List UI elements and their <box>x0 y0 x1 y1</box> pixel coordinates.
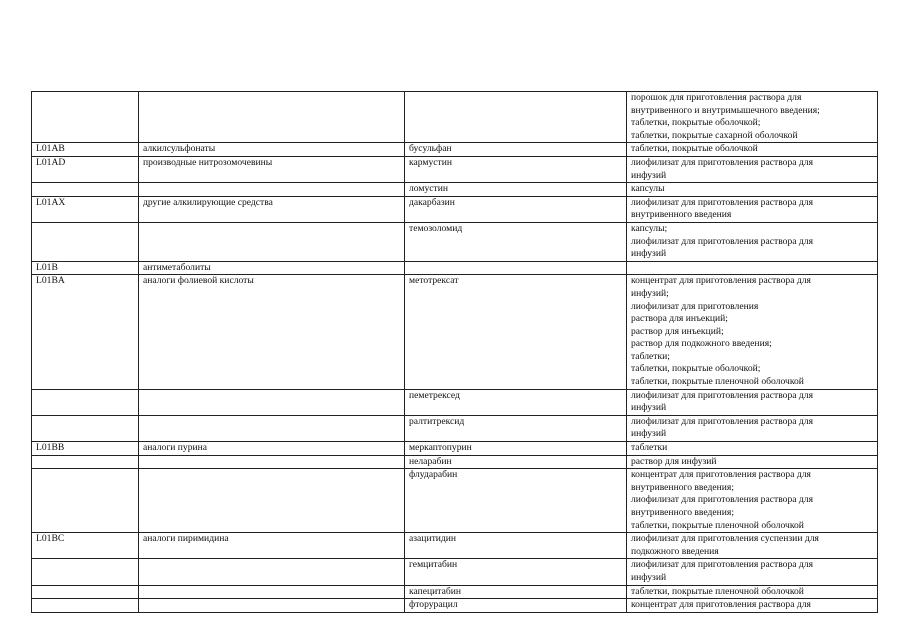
dosage-form-cell: раствор для инфузий <box>627 455 878 469</box>
pharmacological-group-cell: аналоги пиримидина <box>139 533 405 559</box>
dosage-form-cell: лиофилизат для приготовления раствора для внутривенного введения <box>627 196 878 222</box>
atc-code-cell <box>32 599 139 613</box>
pharmacological-group-cell <box>139 599 405 613</box>
dosage-form-cell: таблетки, покрытые оболочкой <box>627 143 878 157</box>
dosage-form-cell: капсулы; лиофилизат для приготовления раствора для инфузий <box>627 222 878 261</box>
dosage-form-cell: порошок для приготовления раствора для внутривенного и внутримышечного введения; таблетки, покрытые оболочкой; таблетки, покрытые сахарной оболочкой <box>627 92 878 143</box>
dosage-form-cell: лиофилизат для приготовления раствора для инфузий <box>627 559 878 585</box>
dosage-form-cell: лиофилизат для приготовления раствора для инфузий <box>627 156 878 182</box>
drug-name-cell: ломустин <box>405 183 627 197</box>
atc-code-cell <box>32 183 139 197</box>
drug-name-cell: гемцитабин <box>405 559 627 585</box>
drug-name-cell: неларабин <box>405 455 627 469</box>
atc-code-cell <box>32 415 139 441</box>
pharmacological-group-cell <box>139 585 405 599</box>
pharmacological-group-cell <box>139 92 405 143</box>
dosage-form-cell: таблетки <box>627 442 878 456</box>
table-row <box>32 585 878 599</box>
dosage-form-cell <box>627 261 878 275</box>
pharmacological-group-cell: производные нитрозомочевины <box>139 156 405 182</box>
atc-code-cell: L01AD <box>32 156 139 182</box>
drug-name-cell: ралтитрексид <box>405 415 627 441</box>
atc-code-cell <box>32 222 139 261</box>
dosage-form-cell: концентрат для приготовления раствора для инфузий; лиофилизат для приготовления раствора для инъекций; раствор для инъекций; раствор для подкожного введения; таблетки; таблетки, покрытые оболочкой; таблетки, покрытые пленочной оболочкой <box>627 275 878 389</box>
table-row <box>32 442 878 456</box>
dosage-form-cell: таблетки, покрытые пленочной оболочкой <box>627 585 878 599</box>
pharmacological-group-cell: аналоги фолиевой кислоты <box>139 275 405 389</box>
table-row <box>32 143 878 157</box>
pharmacological-group-cell <box>139 222 405 261</box>
pharmacological-group-cell: другие алкилирующие средства <box>139 196 405 222</box>
atc-code-cell <box>32 585 139 599</box>
drug-name-cell: кармустин <box>405 156 627 182</box>
drug-name-cell: фторурацил <box>405 599 627 613</box>
drug-name-cell: меркаптопурин <box>405 442 627 456</box>
atc-code-cell: L01B <box>32 261 139 275</box>
atc-code-cell <box>32 455 139 469</box>
table-row <box>32 156 878 182</box>
pharmacological-group-cell: алкилсульфонаты <box>139 143 405 157</box>
table-row <box>32 92 878 143</box>
table-row <box>32 275 878 389</box>
drug-name-cell: азацитидин <box>405 533 627 559</box>
table-row <box>32 599 878 613</box>
drug-name-cell: дакарбазин <box>405 196 627 222</box>
dosage-form-cell: лиофилизат для приготовления суспензии для подкожного введения <box>627 533 878 559</box>
drug-table <box>31 91 878 613</box>
pharmacological-group-cell <box>139 415 405 441</box>
pharmacological-group-cell <box>139 455 405 469</box>
table-row <box>32 389 878 415</box>
atc-code-cell: L01BA <box>32 275 139 389</box>
atc-code-cell: L01BC <box>32 533 139 559</box>
atc-code-cell: L01BB <box>32 442 139 456</box>
pharmacological-group-cell <box>139 183 405 197</box>
table-row <box>32 196 878 222</box>
table-row <box>32 415 878 441</box>
table-row <box>32 261 878 275</box>
dosage-form-cell: концентрат для приготовления раствора для <box>627 599 878 613</box>
table-row <box>32 455 878 469</box>
atc-code-cell: L01AX <box>32 196 139 222</box>
drug-name-cell <box>405 261 627 275</box>
atc-code-cell: L01AB <box>32 143 139 157</box>
drug-name-cell: метотрексат <box>405 275 627 389</box>
table-row <box>32 533 878 559</box>
dosage-form-cell: лиофилизат для приготовления раствора для инфузий <box>627 389 878 415</box>
dosage-form-cell: концентрат для приготовления раствора для внутривенного введения; лиофилизат для приготовления раствора для внутривенного введения; таблетки, покрытые пленочной оболочкой <box>627 469 878 533</box>
drug-table-body <box>32 92 878 613</box>
pharmacological-group-cell: аналоги пурина <box>139 442 405 456</box>
atc-code-cell <box>32 92 139 143</box>
pharmacological-group-cell <box>139 389 405 415</box>
dosage-form-cell: капсулы <box>627 183 878 197</box>
table-row <box>32 559 878 585</box>
atc-code-cell <box>32 469 139 533</box>
atc-code-cell <box>32 389 139 415</box>
table-row <box>32 183 878 197</box>
table-row <box>32 469 878 533</box>
drug-name-cell: бусульфан <box>405 143 627 157</box>
pharmacological-group-cell <box>139 559 405 585</box>
drug-name-cell <box>405 92 627 143</box>
drug-name-cell: темозоломид <box>405 222 627 261</box>
atc-code-cell <box>32 559 139 585</box>
drug-name-cell: флударабин <box>405 469 627 533</box>
drug-name-cell: капецитабин <box>405 585 627 599</box>
table-row <box>32 222 878 261</box>
drug-name-cell: пеметрексед <box>405 389 627 415</box>
dosage-form-cell: лиофилизат для приготовления раствора для инфузий <box>627 415 878 441</box>
pharmacological-group-cell <box>139 469 405 533</box>
pharmacological-group-cell: антиметаболиты <box>139 261 405 275</box>
